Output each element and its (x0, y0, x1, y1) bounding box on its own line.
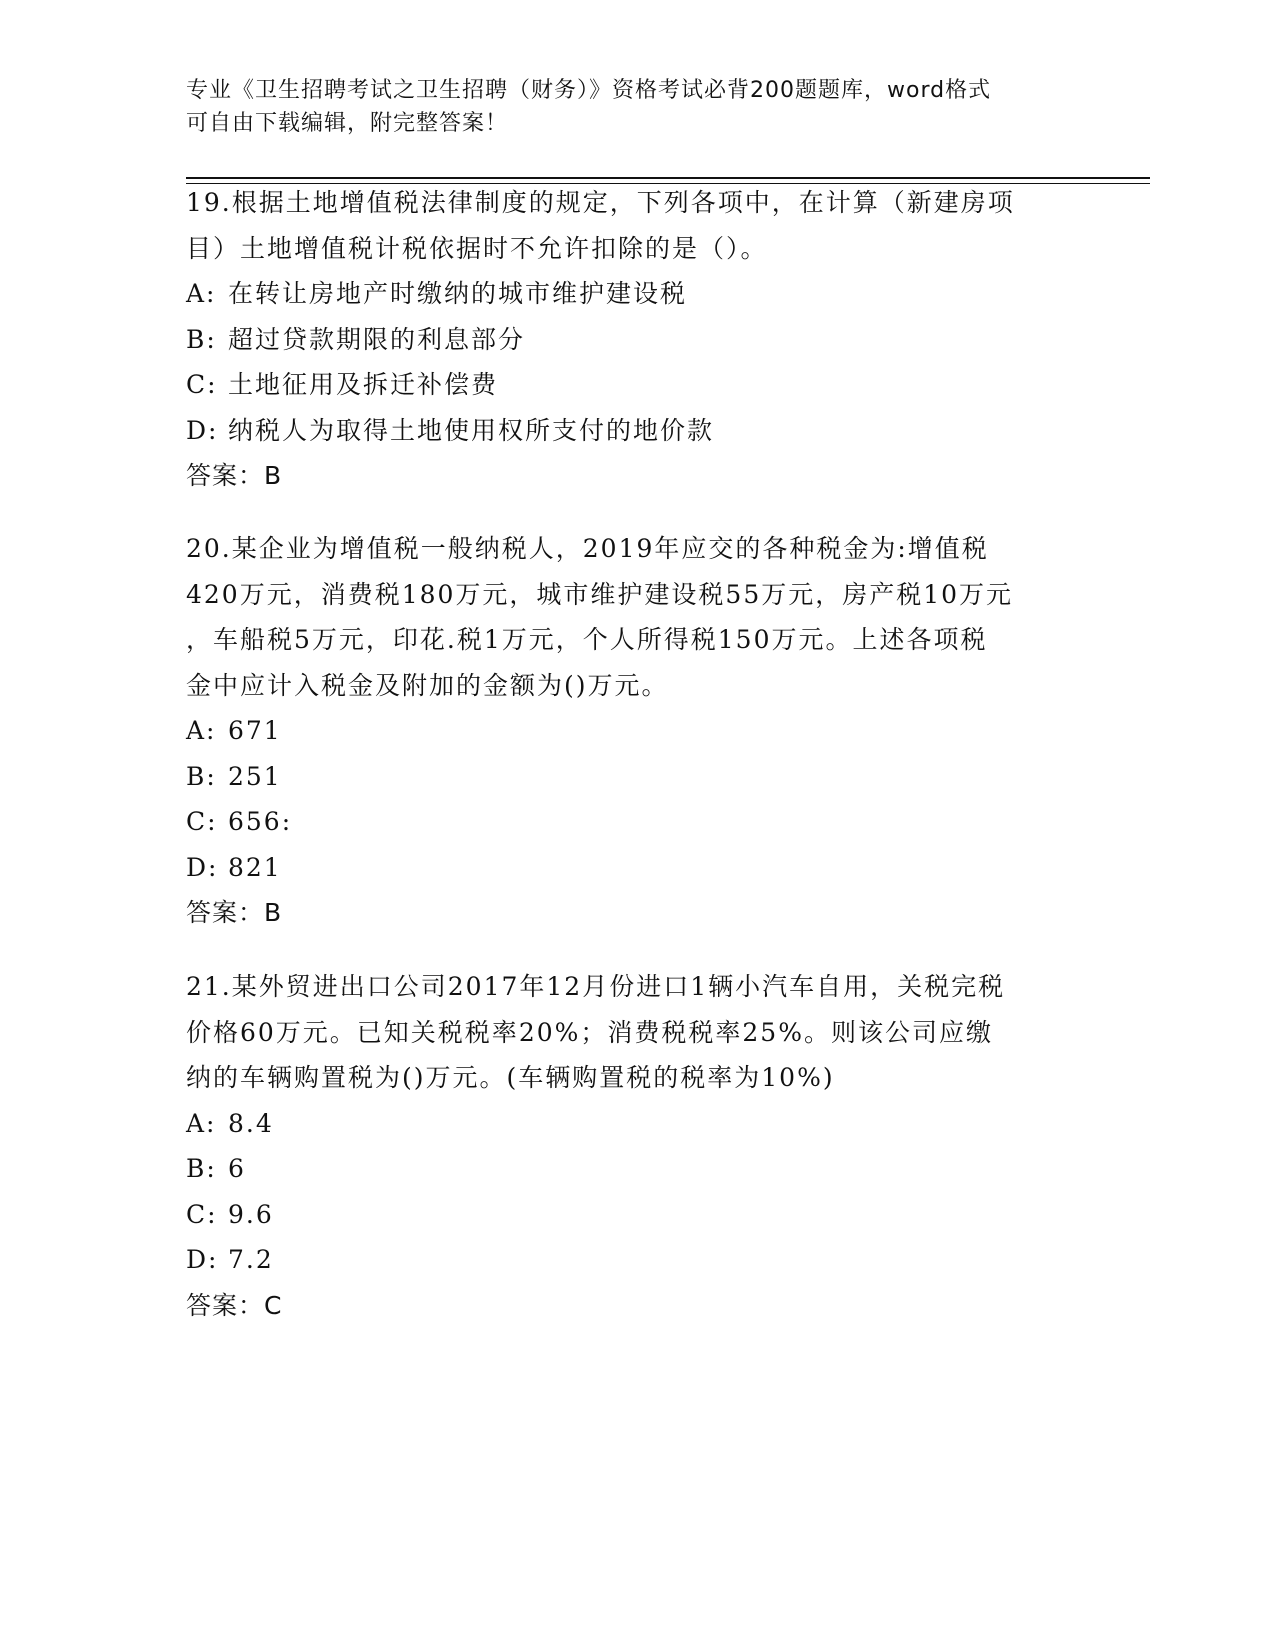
option-c (186, 799, 1086, 845)
answer-line: 答案：B (186, 461, 283, 490)
option-text: 9.6 (228, 1199, 274, 1229)
answer-line: 答案：B (186, 898, 283, 927)
option-b (186, 1146, 1086, 1192)
option-letter: C: (186, 807, 218, 836)
question-stem-line: 420万元，消费税180万元，城市维护建设税55万元，房产税10万元 (186, 579, 1014, 609)
option-text: 7.2 (228, 1245, 274, 1274)
question-stem-line: 19.根据土地增值税法律制度的规定，下列各项中，在计算（新建房项 (186, 188, 1015, 217)
option-letter: B: (186, 761, 217, 791)
question-stem (186, 964, 1086, 1101)
option-letter: D: (186, 852, 219, 882)
question-21 (186, 964, 1086, 1328)
question-stem-line: 纳的车辆购置税为()万元。(车辆购置税的税率为10%) (186, 1063, 835, 1092)
question-stem (186, 526, 1086, 708)
option-d (186, 845, 1086, 891)
option-letter: B: (186, 1154, 217, 1183)
header-line-1: 专业《卫生招聘考试之卫生招聘（财务）》资格考试必背200题题库，word格式 (186, 78, 992, 103)
option-text: 671 (228, 716, 282, 745)
option-text: 超过贷款期限的利息部分 (228, 324, 526, 354)
option-text: 656: (228, 807, 293, 836)
question-20 (186, 526, 1086, 936)
option-d (186, 408, 1086, 454)
question-stem-line: 价格60万元。已知关税税率20%；消费税税率25%。则该公司应缴 (186, 1017, 993, 1047)
question-stem-line: ，车船税5万元，印花.税1万元，个人所得税150万元。上述各项税 (186, 625, 988, 654)
option-letter: C: (186, 370, 218, 399)
option-c (186, 1192, 1086, 1238)
option-b (186, 754, 1086, 800)
option-text: 821 (228, 852, 282, 882)
option-d (186, 1237, 1086, 1283)
option-c (186, 362, 1086, 408)
option-letter: A: (186, 279, 217, 308)
answer-line: 答案：C (186, 1290, 283, 1320)
header-line-2: 可自由下载编辑，附完整答案！ (186, 111, 509, 136)
option-letter: A: (186, 716, 217, 745)
question-stem-line: 金中应计入税金及附加的金额为()万元。 (186, 670, 669, 700)
question-stem-line: 目）土地增值税计税依据时不允许扣除的是（）。 (186, 233, 768, 263)
option-letter: B: (186, 324, 217, 354)
question-19 (186, 180, 1086, 499)
option-a (186, 708, 1086, 754)
option-letter: D: (186, 1245, 219, 1274)
option-text: 251 (228, 761, 282, 791)
option-text: 土地征用及拆迁补偿费 (228, 370, 499, 399)
option-text: 纳税人为取得土地使用权所支付的地价款 (228, 415, 715, 445)
option-text: 在转让房地产时缴纳的城市维护建设税 (228, 279, 688, 308)
question-stem (186, 180, 1086, 271)
document-header (186, 74, 1066, 140)
question-stem-line: 21.某外贸进出口公司2017年12月份进口1辆小汽车自用，关税完税 (186, 972, 1006, 1001)
option-letter: C: (186, 1199, 218, 1229)
option-text: 6 (228, 1154, 246, 1183)
option-b (186, 317, 1086, 363)
option-a (186, 1101, 1086, 1147)
option-letter: D: (186, 415, 219, 445)
question-stem-line: 20.某企业为增值税一般纳税人，2019年应交的各种税金为:增值税 (186, 534, 989, 563)
option-a (186, 271, 1086, 317)
option-text: 8.4 (228, 1108, 274, 1138)
header-divider-thick (186, 177, 1150, 179)
option-letter: A: (186, 1108, 217, 1138)
